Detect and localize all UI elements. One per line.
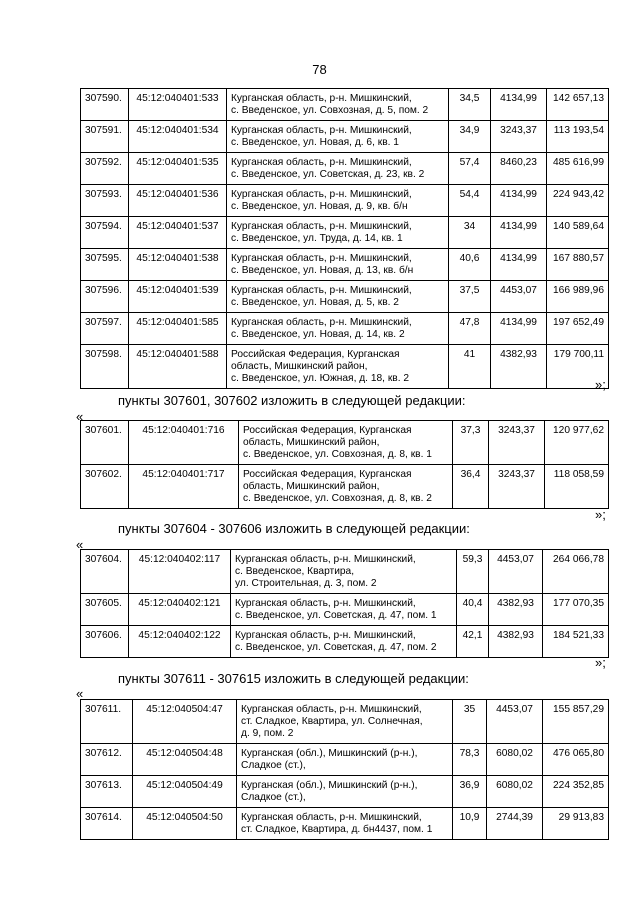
unit-price: 4134,99 xyxy=(491,185,547,217)
quote-close-3: »; xyxy=(595,655,606,670)
row-number: 307592. xyxy=(81,153,129,185)
cadastral-number: 45:12:040401:536 xyxy=(129,185,227,217)
table-row xyxy=(81,744,609,776)
address-line: Курганская область, р-н. Мишкинский, xyxy=(231,93,412,104)
address-line: Курганская область, р-н. Мишкинский, xyxy=(231,221,412,232)
area-value: 34 xyxy=(449,217,491,249)
row-number: 307593. xyxy=(81,185,129,217)
address xyxy=(237,700,453,744)
row-number: 307613. xyxy=(81,776,133,808)
address-line: Курганская область, р-н. Мишкинский, xyxy=(231,285,412,296)
table-row xyxy=(81,465,609,509)
table-row xyxy=(81,153,609,185)
row-number: 307601. xyxy=(81,421,129,465)
address xyxy=(227,313,449,345)
address xyxy=(231,594,457,626)
row-number: 307598. xyxy=(81,345,129,389)
address xyxy=(227,185,449,217)
address-line: с. Введенское, ул. Советская, д. 47, пом. 1 xyxy=(235,610,437,621)
address-line: с. Введенское, ул. Новая, д. 13, кв. б/н xyxy=(231,265,414,276)
unit-price: 6080,02 xyxy=(487,744,543,776)
cadastral-number: 45:12:040402:121 xyxy=(129,594,231,626)
cadastral-number: 45:12:040504:50 xyxy=(133,808,237,840)
cadastral-number: 45:12:040504:48 xyxy=(133,744,237,776)
area-value: 10,9 xyxy=(453,808,487,840)
quote-open-3: « xyxy=(76,537,84,552)
cadastral-number: 45:12:040401:588 xyxy=(129,345,227,389)
cadastral-number: 45:12:040401:585 xyxy=(129,313,227,345)
address-line: область, Мишкинский район, xyxy=(243,481,380,492)
cadastral-number: 45:12:040401:716 xyxy=(129,421,239,465)
area-value: 41 xyxy=(449,345,491,389)
table-row xyxy=(81,345,609,389)
address-line: с. Введенское, ул. Новая, д. 6, кв. 1 xyxy=(231,137,399,148)
area-value: 34,9 xyxy=(449,121,491,153)
table-row xyxy=(81,281,609,313)
area-value: 47,8 xyxy=(449,313,491,345)
total-value: 485 616,99 xyxy=(547,153,609,185)
address-line: Курганская область, р-н. Мишкинский, xyxy=(231,317,412,328)
address-line: с. Введенское, ул. Совхозная, д. 5, пом. 2 xyxy=(231,105,429,116)
address-line: ст. Сладкое, Квартира, ул. Солнечная, xyxy=(241,716,423,727)
address-line: с. Введенское, ул. Новая, д. 14, кв. 2 xyxy=(231,329,405,340)
table-row xyxy=(81,249,609,281)
unit-price: 4134,99 xyxy=(491,217,547,249)
total-value: 120 977,62 xyxy=(545,421,609,465)
table-row xyxy=(81,776,609,808)
area-value: 57,4 xyxy=(449,153,491,185)
table-row xyxy=(81,700,609,744)
total-value: 476 065,80 xyxy=(543,744,609,776)
area-value: 36,4 xyxy=(453,465,489,509)
address xyxy=(227,153,449,185)
address-line: Российская Федерация, Курганская xyxy=(243,469,412,480)
registry-table-3 xyxy=(80,549,609,658)
address-line: ул. Строительная, д. 3, пом. 2 xyxy=(235,578,377,589)
total-value: 177 070,35 xyxy=(543,594,609,626)
area-value: 40,6 xyxy=(449,249,491,281)
row-number: 307594. xyxy=(81,217,129,249)
row-number: 307602. xyxy=(81,465,129,509)
quote-open-4: « xyxy=(76,686,84,701)
total-value: 224 943,42 xyxy=(547,185,609,217)
table-row xyxy=(81,89,609,121)
area-value: 40,4 xyxy=(457,594,489,626)
table-row xyxy=(81,217,609,249)
cadastral-number: 45:12:040402:117 xyxy=(129,550,231,594)
row-number: 307591. xyxy=(81,121,129,153)
address-line: с. Введенское, ул. Советская, д. 23, кв. 2 xyxy=(231,169,425,180)
unit-price: 6080,02 xyxy=(487,776,543,808)
cadastral-number: 45:12:040401:534 xyxy=(129,121,227,153)
unit-price: 4134,99 xyxy=(491,313,547,345)
row-number: 307606. xyxy=(81,626,129,658)
row-number: 307596. xyxy=(81,281,129,313)
address-line: с. Введенское, ул. Совхозная, д. 8, кв. 2 xyxy=(243,493,432,504)
row-number: 307605. xyxy=(81,594,129,626)
area-value: 42,1 xyxy=(457,626,489,658)
address xyxy=(227,249,449,281)
row-number: 307604. xyxy=(81,550,129,594)
row-number: 307595. xyxy=(81,249,129,281)
row-number: 307597. xyxy=(81,313,129,345)
unit-price: 3243,37 xyxy=(489,421,545,465)
address-line: с. Введенское, ул. Советская, д. 47, пом. 2 xyxy=(235,642,437,653)
row-number: 307611. xyxy=(81,700,133,744)
address-line: Курганская область, р-н. Мишкинский, xyxy=(231,157,412,168)
address xyxy=(237,776,453,808)
address xyxy=(239,421,453,465)
area-value: 59,3 xyxy=(457,550,489,594)
unit-price: 4382,93 xyxy=(489,626,543,658)
area-value: 37,3 xyxy=(453,421,489,465)
total-value: 184 521,33 xyxy=(543,626,609,658)
address-line: Курганская (обл.), Мишкинский (р-н.), xyxy=(241,748,418,759)
address-line: Курганская область, р-н. Мишкинский, xyxy=(231,125,412,136)
address xyxy=(237,808,453,840)
total-value: 155 857,29 xyxy=(543,700,609,744)
unit-price: 8460,23 xyxy=(491,153,547,185)
area-value: 54,4 xyxy=(449,185,491,217)
row-number: 307614. xyxy=(81,808,133,840)
address-line: Курганская область, р-н. Мишкинский, xyxy=(241,812,422,823)
address-line: Курганская область, р-н. Мишкинский, xyxy=(231,189,412,200)
unit-price: 4134,99 xyxy=(491,249,547,281)
row-number: 307590. xyxy=(81,89,129,121)
unit-price: 4453,07 xyxy=(491,281,547,313)
address-line: область, Мишкинский район, xyxy=(243,437,380,448)
table-row xyxy=(81,421,609,465)
table-row xyxy=(81,313,609,345)
address-line: с. Введенское, ул. Новая, д. 5, кв. 2 xyxy=(231,297,399,308)
address-line: Российская Федерация, Курганская xyxy=(231,349,400,360)
area-value: 37,5 xyxy=(449,281,491,313)
area-value: 35 xyxy=(453,700,487,744)
area-value: 36,9 xyxy=(453,776,487,808)
address-line: Курганская область, р-н. Мишкинский, xyxy=(231,253,412,264)
total-value: 166 989,96 xyxy=(547,281,609,313)
address-line: с. Введенское, ул. Труда, д. 14, кв. 1 xyxy=(231,233,403,244)
cadastral-number: 45:12:040401:535 xyxy=(129,153,227,185)
unit-price: 4134,99 xyxy=(491,89,547,121)
address xyxy=(231,626,457,658)
table-row xyxy=(81,121,609,153)
quote-close-2: »; xyxy=(595,507,606,522)
total-value: 179 700,11 xyxy=(547,345,609,389)
address-line: с. Введенское, Квартира, xyxy=(235,566,355,577)
unit-price: 4453,07 xyxy=(487,700,543,744)
quote-close-1: »; xyxy=(595,377,606,392)
cadastral-number: 45:12:040504:49 xyxy=(133,776,237,808)
address-line: Российская Федерация, Курганская xyxy=(243,425,412,436)
address-line: с. Введенское, ул. Южная, д. 18, кв. 2 xyxy=(231,373,410,384)
area-value: 34,5 xyxy=(449,89,491,121)
table-row xyxy=(81,808,609,840)
amendment-heading-2: пункты 307601, 307602 изложить в следующей редакции: xyxy=(118,393,466,408)
address-line: Сладкое (ст.), xyxy=(241,760,306,771)
registry-table-1 xyxy=(80,88,609,389)
address xyxy=(227,89,449,121)
table-row xyxy=(81,594,609,626)
registry-table-4 xyxy=(80,699,609,840)
row-number: 307612. xyxy=(81,744,133,776)
total-value: 140 589,64 xyxy=(547,217,609,249)
address xyxy=(227,281,449,313)
cadastral-number: 45:12:040504:47 xyxy=(133,700,237,744)
area-value: 78,3 xyxy=(453,744,487,776)
total-value: 264 066,78 xyxy=(543,550,609,594)
address xyxy=(237,744,453,776)
amendment-heading-3: пункты 307604 - 307606 изложить в следующей редакции: xyxy=(118,521,470,536)
quote-open-2: « xyxy=(76,409,84,424)
address-line: ст. Сладкое, Квартира, д. бн4437, пом. 1 xyxy=(241,824,433,835)
unit-price: 4382,93 xyxy=(491,345,547,389)
cadastral-number: 45:12:040402:122 xyxy=(129,626,231,658)
cadastral-number: 45:12:040401:717 xyxy=(129,465,239,509)
table-row xyxy=(81,185,609,217)
address-line: область, Мишкинский район, xyxy=(231,361,368,372)
page-number: 78 xyxy=(312,62,327,77)
total-value: 224 352,85 xyxy=(543,776,609,808)
address-line: Курганская область, р-н. Мишкинский, xyxy=(235,598,416,609)
address xyxy=(227,345,449,389)
unit-price: 4382,93 xyxy=(489,594,543,626)
address xyxy=(231,550,457,594)
total-value: 29 913,83 xyxy=(543,808,609,840)
total-value: 113 193,54 xyxy=(547,121,609,153)
address-line: Сладкое (ст.), xyxy=(241,792,306,803)
total-value: 118 058,59 xyxy=(545,465,609,509)
address xyxy=(227,121,449,153)
address-line: Курганская область, р-н. Мишкинский, xyxy=(235,554,416,565)
address-line: с. Введенское, ул. Новая, д. 9, кв. б/н xyxy=(231,201,408,212)
address-line: д. 9, пом. 2 xyxy=(241,728,294,739)
amendment-heading-4: пункты 307611 - 307615 изложить в следующей редакции: xyxy=(118,671,469,686)
registry-table-2 xyxy=(80,420,609,509)
address-line: Курганская область, р-н. Мишкинский, xyxy=(235,630,416,641)
unit-price: 3243,37 xyxy=(489,465,545,509)
address-line: с. Введенское, ул. Совхозная, д. 8, кв. 1 xyxy=(243,449,432,460)
address xyxy=(227,217,449,249)
table-row xyxy=(81,626,609,658)
cadastral-number: 45:12:040401:539 xyxy=(129,281,227,313)
cadastral-number: 45:12:040401:537 xyxy=(129,217,227,249)
address xyxy=(239,465,453,509)
table-row xyxy=(81,550,609,594)
unit-price: 4453,07 xyxy=(489,550,543,594)
total-value: 142 657,13 xyxy=(547,89,609,121)
cadastral-number: 45:12:040401:533 xyxy=(129,89,227,121)
total-value: 167 880,57 xyxy=(547,249,609,281)
unit-price: 3243,37 xyxy=(491,121,547,153)
address-line: Курганская область, р-н. Мишкинский, xyxy=(241,704,422,715)
total-value: 197 652,49 xyxy=(547,313,609,345)
unit-price: 2744,39 xyxy=(487,808,543,840)
address-line: Курганская (обл.), Мишкинский (р-н.), xyxy=(241,780,418,791)
cadastral-number: 45:12:040401:538 xyxy=(129,249,227,281)
